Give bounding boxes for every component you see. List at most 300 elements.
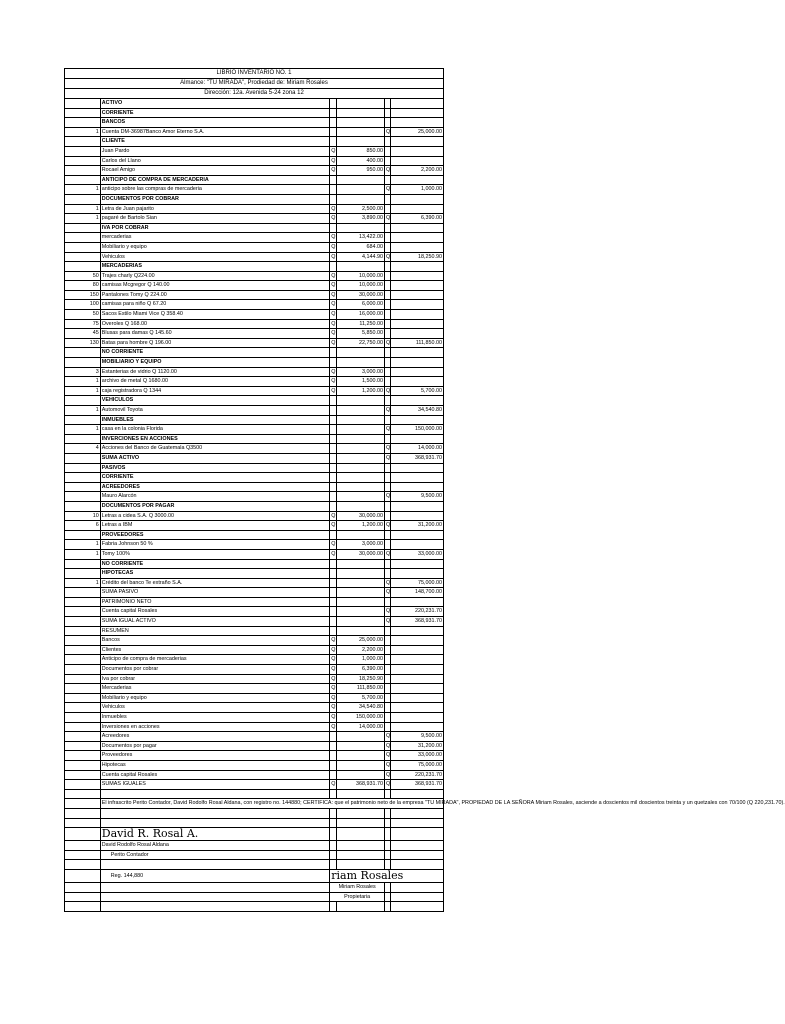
partial-amount-cell: 22,750.00 bbox=[336, 338, 384, 348]
qty-cell: 1 bbox=[65, 386, 101, 396]
partial-amount-cell: 950.00 bbox=[336, 166, 384, 176]
partial-amount-cell bbox=[336, 569, 384, 579]
total-amount-cell bbox=[391, 348, 444, 358]
total-amount-cell bbox=[391, 722, 444, 732]
description-cell: Crédito del banco Te extraño S.A. bbox=[100, 578, 330, 588]
total-currency-cell: Q bbox=[385, 617, 391, 627]
partial-amount-cell: 25,000.00 bbox=[336, 636, 384, 646]
partial-amount-cell: 400.00 bbox=[336, 156, 384, 166]
qty-cell: 1 bbox=[65, 204, 101, 214]
total-amount-cell bbox=[391, 175, 444, 185]
partial-currency-cell: Q bbox=[330, 290, 336, 300]
partial-currency-cell: Q bbox=[330, 521, 336, 531]
partial-amount-cell bbox=[336, 348, 384, 358]
total-amount-cell bbox=[391, 233, 444, 243]
total-amount-cell bbox=[391, 693, 444, 703]
total-amount-cell bbox=[391, 262, 444, 272]
qty-cell bbox=[65, 175, 101, 185]
partial-currency-cell: Q bbox=[330, 645, 336, 655]
table-row bbox=[65, 521, 444, 531]
partial-amount-cell bbox=[336, 262, 384, 272]
table-row bbox=[65, 262, 444, 272]
partial-currency-cell: Q bbox=[330, 242, 336, 252]
qty-cell bbox=[65, 626, 101, 636]
description-cell: Trajes charly Q224.00 bbox=[100, 271, 330, 281]
partial-currency-cell: Q bbox=[330, 540, 336, 550]
description-cell: PROVEEDORES bbox=[100, 530, 330, 540]
partial-amount-cell bbox=[336, 473, 384, 483]
qty-cell bbox=[65, 607, 101, 617]
partial-amount-cell bbox=[336, 597, 384, 607]
partial-currency-cell: Q bbox=[330, 780, 336, 790]
total-currency-cell: Q bbox=[385, 214, 391, 224]
partial-amount-cell bbox=[336, 482, 384, 492]
qty-cell bbox=[65, 751, 101, 761]
total-amount-cell: 368,931.70 bbox=[391, 617, 444, 627]
description-cell: pagaré de Bartolo Sian bbox=[100, 214, 330, 224]
description-cell: Inversiones en acciones bbox=[100, 722, 330, 732]
table-row bbox=[65, 713, 444, 723]
total-amount-cell bbox=[391, 511, 444, 521]
qty-cell: 1 bbox=[65, 127, 101, 137]
partial-amount-cell: 150,000.00 bbox=[336, 713, 384, 723]
total-amount-cell bbox=[391, 655, 444, 665]
total-currency-cell: Q bbox=[385, 185, 391, 195]
table-row bbox=[65, 194, 444, 204]
partial-currency-cell: Q bbox=[330, 204, 336, 214]
qty-cell: 3 bbox=[65, 367, 101, 377]
partial-amount-cell bbox=[336, 588, 384, 598]
total-amount-cell bbox=[391, 367, 444, 377]
table-row bbox=[65, 252, 444, 262]
description-cell: Documentos por cobrar bbox=[100, 665, 330, 675]
description-cell: MERCADERIAS bbox=[100, 262, 330, 272]
description-cell: Cuenta capital Rosales bbox=[100, 607, 330, 617]
qty-cell bbox=[65, 137, 101, 147]
partial-amount-cell: 11,250.00 bbox=[336, 319, 384, 329]
total-amount-cell bbox=[391, 281, 444, 291]
total-amount-cell bbox=[391, 713, 444, 723]
qty-cell bbox=[65, 166, 101, 176]
table-row bbox=[65, 463, 444, 473]
table-row bbox=[65, 319, 444, 329]
qty-cell bbox=[65, 780, 101, 790]
partial-amount-cell: 18,250.90 bbox=[336, 674, 384, 684]
partial-amount-cell: 6,000.00 bbox=[336, 300, 384, 310]
total-amount-cell bbox=[391, 684, 444, 694]
total-currency-cell: Q bbox=[385, 549, 391, 559]
qty-cell: 75 bbox=[65, 319, 101, 329]
table-row bbox=[65, 425, 444, 435]
partial-currency-cell: Q bbox=[330, 377, 336, 387]
table-row bbox=[65, 636, 444, 646]
description-cell: Estanterias de vidrio Q 1120.00 bbox=[100, 367, 330, 377]
description-cell: Acreedores bbox=[100, 732, 330, 742]
qty-cell bbox=[65, 99, 101, 109]
qty-cell bbox=[65, 597, 101, 607]
partial-currency-cell: Q bbox=[330, 146, 336, 156]
total-amount-cell: 33,000.00 bbox=[391, 751, 444, 761]
description-cell: Inmuebles bbox=[100, 713, 330, 723]
total-amount-cell: 2,200.00 bbox=[391, 166, 444, 176]
description-cell: Mercaderias bbox=[100, 684, 330, 694]
inventory-sheet bbox=[64, 68, 785, 912]
description-cell: CORRIENTE bbox=[100, 473, 330, 483]
qty-cell bbox=[65, 242, 101, 252]
table-row bbox=[65, 329, 444, 339]
description-cell: INMUEBLES bbox=[100, 415, 330, 425]
qty-cell: 50 bbox=[65, 310, 101, 320]
table-row bbox=[65, 386, 444, 396]
description-cell: SUMA IGUAL ACTIVO bbox=[100, 617, 330, 627]
description-cell: CORRIENTE bbox=[100, 108, 330, 118]
qty-cell bbox=[65, 617, 101, 627]
qty-cell: 45 bbox=[65, 329, 101, 339]
total-amount-cell bbox=[391, 319, 444, 329]
sheet-address: Dirección: 12a. Avenida 5-24 zona 12 bbox=[64, 88, 444, 98]
qty-cell: 50 bbox=[65, 271, 101, 281]
qty-cell bbox=[65, 530, 101, 540]
total-amount-cell: 368,931.70 bbox=[391, 780, 444, 790]
description-cell: anticipo sobre las compras de mercaderia bbox=[100, 185, 330, 195]
total-amount-cell: 220,231.70 bbox=[391, 770, 444, 780]
description-cell: Automovil Toyota bbox=[100, 406, 330, 416]
table-row bbox=[65, 367, 444, 377]
certification-text: El infrascrito Perito Contador, David Rodolfo Rosal Aldana, con registro no. 144880; CERTIFICA: que el patrimonio neto de la empresa "TU MIRADA", PROPIEDAD DE LA SEÑORA Miriam Rosales, asciende a doscientos mil doscientos treinta y un quetzales con 70/100 (Q 220,231.70). bbox=[100, 799, 443, 809]
total-currency-cell: Q bbox=[385, 386, 391, 396]
qty-cell: 1 bbox=[65, 578, 101, 588]
total-amount-cell bbox=[391, 118, 444, 128]
total-currency-cell: Q bbox=[385, 453, 391, 463]
table-row bbox=[65, 741, 444, 751]
total-currency-cell: Q bbox=[385, 578, 391, 588]
total-currency-cell: Q bbox=[385, 760, 391, 770]
qty-cell bbox=[65, 463, 101, 473]
partial-amount-cell bbox=[336, 108, 384, 118]
partial-amount-cell bbox=[336, 194, 384, 204]
partial-amount-cell: 2,200.00 bbox=[336, 645, 384, 655]
table-row bbox=[65, 310, 444, 320]
total-amount-cell bbox=[391, 242, 444, 252]
table-row bbox=[65, 175, 444, 185]
accountant-signature: David R. Rosal A. bbox=[100, 828, 330, 841]
qty-cell: 80 bbox=[65, 281, 101, 291]
total-amount-cell bbox=[391, 703, 444, 713]
partial-currency-cell: Q bbox=[330, 329, 336, 339]
total-currency-cell: Q bbox=[385, 166, 391, 176]
table-row bbox=[65, 473, 444, 483]
description-cell: camisas para niño Q 67.20 bbox=[100, 300, 330, 310]
description-cell: casa en la colonia Florida bbox=[100, 425, 330, 435]
total-amount-cell bbox=[391, 473, 444, 483]
partial-currency-cell: Q bbox=[330, 713, 336, 723]
partial-amount-cell: 4,144.90 bbox=[336, 252, 384, 262]
description-cell: caja registradora Q 1344 bbox=[100, 386, 330, 396]
description-cell: PASIVOS bbox=[100, 463, 330, 473]
description-cell: Carlos del Llano bbox=[100, 156, 330, 166]
table-row bbox=[65, 108, 444, 118]
total-amount-cell: 33,000.00 bbox=[391, 549, 444, 559]
partial-amount-cell bbox=[336, 185, 384, 195]
partial-amount-cell bbox=[336, 415, 384, 425]
qty-cell: 1 bbox=[65, 549, 101, 559]
total-amount-cell bbox=[391, 540, 444, 550]
table-row bbox=[65, 674, 444, 684]
qty-cell bbox=[65, 492, 101, 502]
table-row bbox=[65, 617, 444, 627]
description-cell: Letras a cidea S.A. Q 3000.00 bbox=[100, 511, 330, 521]
description-cell: Bancos bbox=[100, 636, 330, 646]
partial-amount-cell: 2,500.00 bbox=[336, 204, 384, 214]
table-row bbox=[65, 214, 444, 224]
qty-cell bbox=[65, 684, 101, 694]
partial-amount-cell: 13,422.00 bbox=[336, 233, 384, 243]
owner-name: Miriam Rosales bbox=[330, 882, 385, 892]
table-row bbox=[65, 607, 444, 617]
partial-currency-cell: Q bbox=[330, 338, 336, 348]
description-cell: IVA POR COBRAR bbox=[100, 223, 330, 233]
description-cell: CLIENTE bbox=[100, 137, 330, 147]
partial-currency-cell: Q bbox=[330, 511, 336, 521]
total-currency-cell: Q bbox=[385, 444, 391, 454]
table-row bbox=[65, 146, 444, 156]
qty-cell: 10 bbox=[65, 511, 101, 521]
partial-amount-cell: 3,890.00 bbox=[336, 214, 384, 224]
owner-signature: riam Rosales bbox=[330, 869, 444, 882]
table-row bbox=[65, 434, 444, 444]
table-row bbox=[65, 127, 444, 137]
qty-cell: 1 bbox=[65, 425, 101, 435]
accountant-name: David Rodolfo Rosal Aldana bbox=[100, 841, 330, 851]
table-row bbox=[65, 185, 444, 195]
qty-cell: 100 bbox=[65, 300, 101, 310]
total-currency-cell: Q bbox=[385, 732, 391, 742]
total-currency-cell: Q bbox=[385, 751, 391, 761]
partial-amount-cell bbox=[336, 137, 384, 147]
partial-amount-cell: 3,000.00 bbox=[336, 367, 384, 377]
total-currency-cell: Q bbox=[385, 521, 391, 531]
total-amount-cell bbox=[391, 396, 444, 406]
total-amount-cell: 9,500.00 bbox=[391, 732, 444, 742]
partial-amount-cell: 14,000.00 bbox=[336, 722, 384, 732]
description-cell: Hipotecas bbox=[100, 760, 330, 770]
description-cell: PATRIMONIO NETO bbox=[100, 597, 330, 607]
total-amount-cell bbox=[391, 597, 444, 607]
table-row bbox=[65, 242, 444, 252]
partial-amount-cell bbox=[336, 453, 384, 463]
partial-amount-cell bbox=[336, 760, 384, 770]
total-amount-cell bbox=[391, 674, 444, 684]
table-row bbox=[65, 300, 444, 310]
partial-amount-cell: 850.00 bbox=[336, 146, 384, 156]
partial-amount-cell bbox=[336, 530, 384, 540]
qty-cell: 130 bbox=[65, 338, 101, 348]
table-row bbox=[65, 156, 444, 166]
qty-cell: 1 bbox=[65, 406, 101, 416]
partial-currency-cell: Q bbox=[330, 684, 336, 694]
qty-cell bbox=[65, 194, 101, 204]
table-row bbox=[65, 732, 444, 742]
partial-currency-cell: Q bbox=[330, 674, 336, 684]
description-cell: Proveedores bbox=[100, 751, 330, 761]
partial-currency-cell: Q bbox=[330, 214, 336, 224]
partial-amount-cell bbox=[336, 559, 384, 569]
qty-cell bbox=[65, 760, 101, 770]
total-amount-cell: 5,700.00 bbox=[391, 386, 444, 396]
qty-cell bbox=[65, 693, 101, 703]
partial-amount-cell: 1,500.00 bbox=[336, 377, 384, 387]
partial-currency-cell: Q bbox=[330, 549, 336, 559]
description-cell: Fabria Johnson 50 % bbox=[100, 540, 330, 550]
total-amount-cell: 111,850.00 bbox=[391, 338, 444, 348]
sheet-subtitle: Almance: "TU MIRADA", Prodiedad de: Miriam Rosales bbox=[64, 78, 444, 88]
partial-currency-cell: Q bbox=[330, 156, 336, 166]
qty-cell: 1 bbox=[65, 540, 101, 550]
table-row bbox=[65, 655, 444, 665]
total-amount-cell: 150,000.00 bbox=[391, 425, 444, 435]
qty-cell bbox=[65, 223, 101, 233]
total-amount-cell: 75,000.00 bbox=[391, 760, 444, 770]
partial-amount-cell bbox=[336, 99, 384, 109]
total-amount-cell: 6,390.00 bbox=[391, 214, 444, 224]
inventory-table bbox=[64, 98, 785, 912]
owner-title: Propietaria bbox=[330, 892, 385, 902]
table-row bbox=[65, 233, 444, 243]
description-cell: Blusas para damas Q 145.60 bbox=[100, 329, 330, 339]
table-row bbox=[65, 415, 444, 425]
partial-currency-cell: Q bbox=[330, 319, 336, 329]
qty-cell bbox=[65, 501, 101, 511]
qty-cell: 1 bbox=[65, 214, 101, 224]
qty-cell bbox=[65, 146, 101, 156]
table-row bbox=[65, 569, 444, 579]
table-row bbox=[65, 482, 444, 492]
partial-amount-cell: 30,000.00 bbox=[336, 511, 384, 521]
description-cell: Overoles Q 168.00 bbox=[100, 319, 330, 329]
description-cell: VEHICULOS bbox=[100, 396, 330, 406]
partial-amount-cell bbox=[336, 751, 384, 761]
table-row bbox=[65, 559, 444, 569]
qty-cell bbox=[65, 482, 101, 492]
qty-cell: 150 bbox=[65, 290, 101, 300]
partial-currency-cell: Q bbox=[330, 386, 336, 396]
table-row bbox=[65, 530, 444, 540]
partial-amount-cell: 10,000.00 bbox=[336, 271, 384, 281]
partial-currency-cell: Q bbox=[330, 367, 336, 377]
total-amount-cell bbox=[391, 310, 444, 320]
table-row bbox=[65, 338, 444, 348]
table-row bbox=[65, 406, 444, 416]
description-cell: NO CORRIENTE bbox=[100, 559, 330, 569]
total-amount-cell: 148,700.00 bbox=[391, 588, 444, 598]
table-row bbox=[65, 118, 444, 128]
table-row bbox=[65, 684, 444, 694]
qty-cell bbox=[65, 434, 101, 444]
total-amount-cell: 368,931.70 bbox=[391, 453, 444, 463]
description-cell: Cuenta DM-36987Banco Amor Eterno S.A. bbox=[100, 127, 330, 137]
total-amount-cell bbox=[391, 108, 444, 118]
total-amount-cell: 1,000.00 bbox=[391, 185, 444, 195]
table-row bbox=[65, 223, 444, 233]
partial-amount-cell bbox=[336, 444, 384, 454]
partial-amount-cell: 5,850.00 bbox=[336, 329, 384, 339]
qty-cell bbox=[65, 741, 101, 751]
table-row bbox=[65, 281, 444, 291]
partial-amount-cell: 6,390.00 bbox=[336, 665, 384, 675]
table-row bbox=[65, 271, 444, 281]
partial-amount-cell bbox=[336, 463, 384, 473]
total-amount-cell bbox=[391, 137, 444, 147]
partial-amount-cell bbox=[336, 223, 384, 233]
total-amount-cell bbox=[391, 645, 444, 655]
sheet-title: LIBRIO INVENTARIO NO. 1 bbox=[64, 68, 444, 78]
description-cell: SUMA ACTIVO bbox=[100, 453, 330, 463]
table-row bbox=[65, 780, 444, 790]
total-currency-cell: Q bbox=[385, 770, 391, 780]
total-amount-cell bbox=[391, 434, 444, 444]
partial-currency-cell: Q bbox=[330, 665, 336, 675]
partial-amount-cell: 3,000.00 bbox=[336, 540, 384, 550]
total-amount-cell bbox=[391, 329, 444, 339]
table-row bbox=[65, 511, 444, 521]
description-cell: MOBILIARIO Y EQUIPO bbox=[100, 358, 330, 368]
table-row bbox=[65, 549, 444, 559]
qty-cell: 1 bbox=[65, 377, 101, 387]
table-row bbox=[65, 453, 444, 463]
description-cell: ANTICIPO DE COMPRA DE MERCADERIA bbox=[100, 175, 330, 185]
total-amount-cell bbox=[391, 626, 444, 636]
qty-cell bbox=[65, 396, 101, 406]
description-cell: SUMA PASIVO bbox=[100, 588, 330, 598]
qty-cell bbox=[65, 722, 101, 732]
partial-amount-cell bbox=[336, 175, 384, 185]
description-cell: Vehiculos bbox=[100, 703, 330, 713]
partial-amount-cell bbox=[336, 626, 384, 636]
total-amount-cell bbox=[391, 482, 444, 492]
qty-cell bbox=[65, 569, 101, 579]
qty-cell bbox=[65, 665, 101, 675]
description-cell: Pantalones Tomy Q 224.00 bbox=[100, 290, 330, 300]
partial-amount-cell bbox=[336, 118, 384, 128]
qty-cell bbox=[65, 636, 101, 646]
partial-currency-cell: Q bbox=[330, 655, 336, 665]
partial-amount-cell bbox=[336, 127, 384, 137]
partial-amount-cell bbox=[336, 578, 384, 588]
total-currency-cell: Q bbox=[385, 425, 391, 435]
qty-cell bbox=[65, 588, 101, 598]
total-currency-cell: Q bbox=[385, 338, 391, 348]
description-cell: INVERCIONES EN ACCIONES bbox=[100, 434, 330, 444]
total-amount-cell bbox=[391, 665, 444, 675]
partial-amount-cell: 111,850.00 bbox=[336, 684, 384, 694]
partial-amount-cell bbox=[336, 607, 384, 617]
description-cell: mercaderias bbox=[100, 233, 330, 243]
table-row bbox=[65, 501, 444, 511]
total-amount-cell bbox=[391, 99, 444, 109]
qty-cell bbox=[65, 348, 101, 358]
description-cell: Mobiliario y equipo bbox=[100, 242, 330, 252]
table-row bbox=[65, 492, 444, 502]
partial-amount-cell: 5,700.00 bbox=[336, 693, 384, 703]
partial-amount-cell: 10,000.00 bbox=[336, 281, 384, 291]
partial-currency-cell: Q bbox=[330, 703, 336, 713]
total-amount-cell bbox=[391, 569, 444, 579]
table-row bbox=[65, 348, 444, 358]
total-amount-cell bbox=[391, 377, 444, 387]
description-cell: Mobiliario y equipo bbox=[100, 693, 330, 703]
qty-cell: 1 bbox=[65, 185, 101, 195]
table-row bbox=[65, 377, 444, 387]
